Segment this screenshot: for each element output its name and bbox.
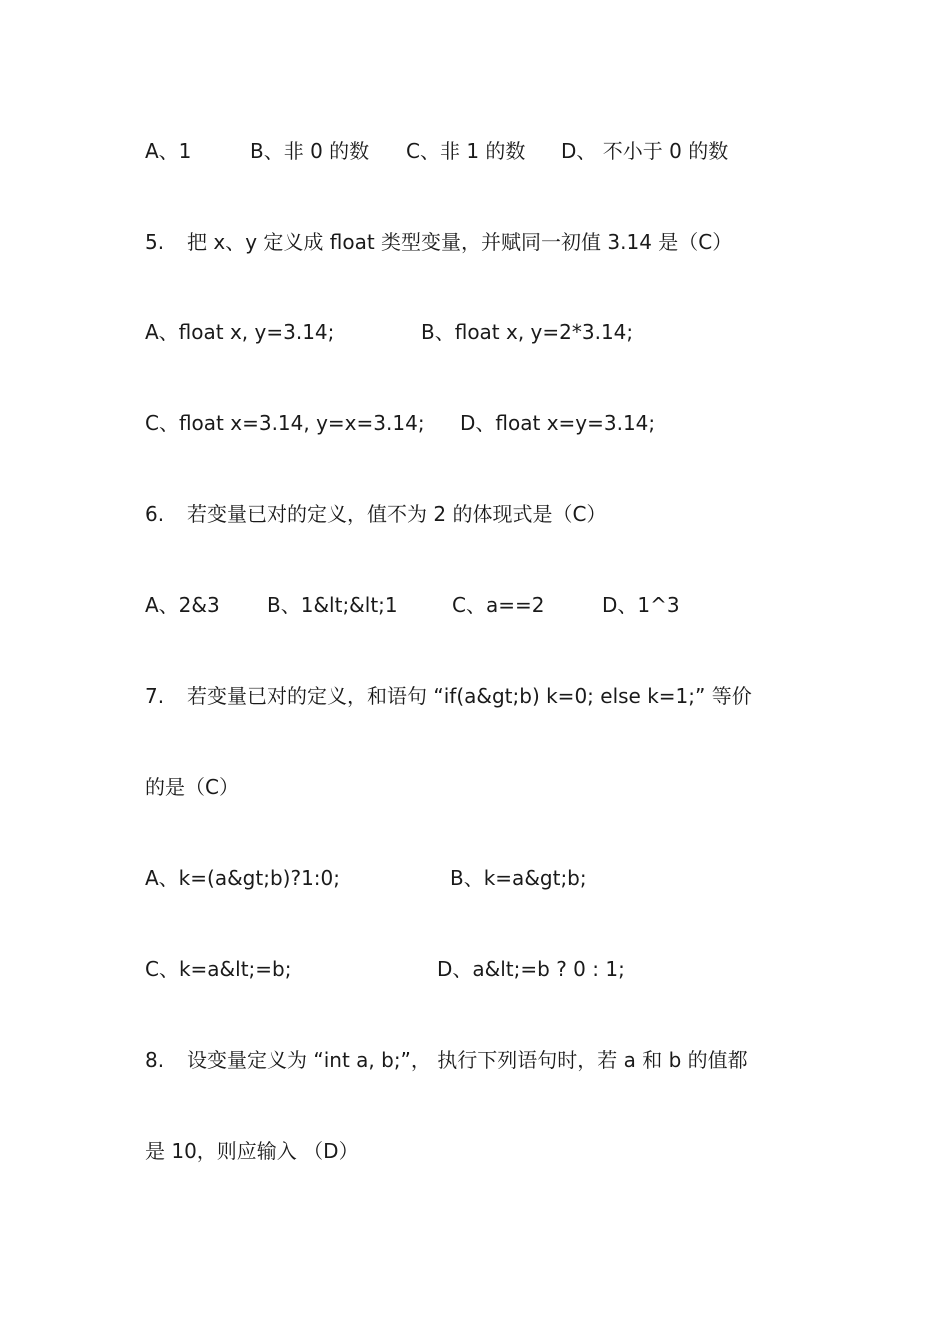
q4-option-d: D、 不小于 0 的数: [561, 139, 729, 163]
q5-text: 把 x、y 定义成 float 类型变量，并赋同一初值 3.14 是（C）: [187, 230, 733, 254]
q6-option-a: A、2&3: [145, 593, 220, 617]
q6-option-d: D、1^3: [602, 593, 680, 617]
q8-text-line-1: 设变量定义为 “int a, b;”， 执行下列语句时，若 a 和 b 的值都: [187, 1048, 748, 1072]
q5-option-d: D、float x=y=3.14;: [460, 411, 656, 435]
q7-option-c: C、k=a&lt;=b;: [145, 957, 292, 981]
q7-option-d: D、a&lt;=b ? 0 : 1;: [437, 957, 625, 981]
q7-option-b: B、k=a&gt;b;: [450, 866, 587, 890]
q5-option-c: C、float x=3.14, y=x=3.14;: [145, 411, 425, 435]
q4-option-b: B、非 0 的数: [250, 139, 370, 163]
q6-option-b: B、1&lt;&lt;1: [267, 593, 398, 617]
q5-option-a: A、float x, y=3.14;: [145, 320, 335, 344]
q8-number: 8.: [145, 1048, 165, 1072]
q7-number: 7.: [145, 684, 165, 708]
q6-number: 6.: [145, 502, 165, 526]
q5-number: 5.: [145, 230, 165, 254]
q4-option-a: A、1: [145, 139, 192, 163]
q5-option-b: B、float x, y=2*3.14;: [421, 320, 634, 344]
q6-option-c: C、a==2: [452, 593, 545, 617]
q7-text-line-1: 若变量已对的定义，和语句 “if(a&gt;b) k=0; else k=1;” 等价: [187, 684, 752, 708]
q4-option-c: C、非 1 的数: [406, 139, 526, 163]
q7-option-a: A、k=(a&gt;b)?1:0;: [145, 866, 340, 890]
q6-text: 若变量已对的定义，值不为 2 的体现式是（C）: [187, 502, 607, 526]
q7-text-line-2: 的是（C）: [145, 775, 239, 799]
q8-text-line-2: 是 10，则应输入 （D）: [145, 1139, 359, 1163]
